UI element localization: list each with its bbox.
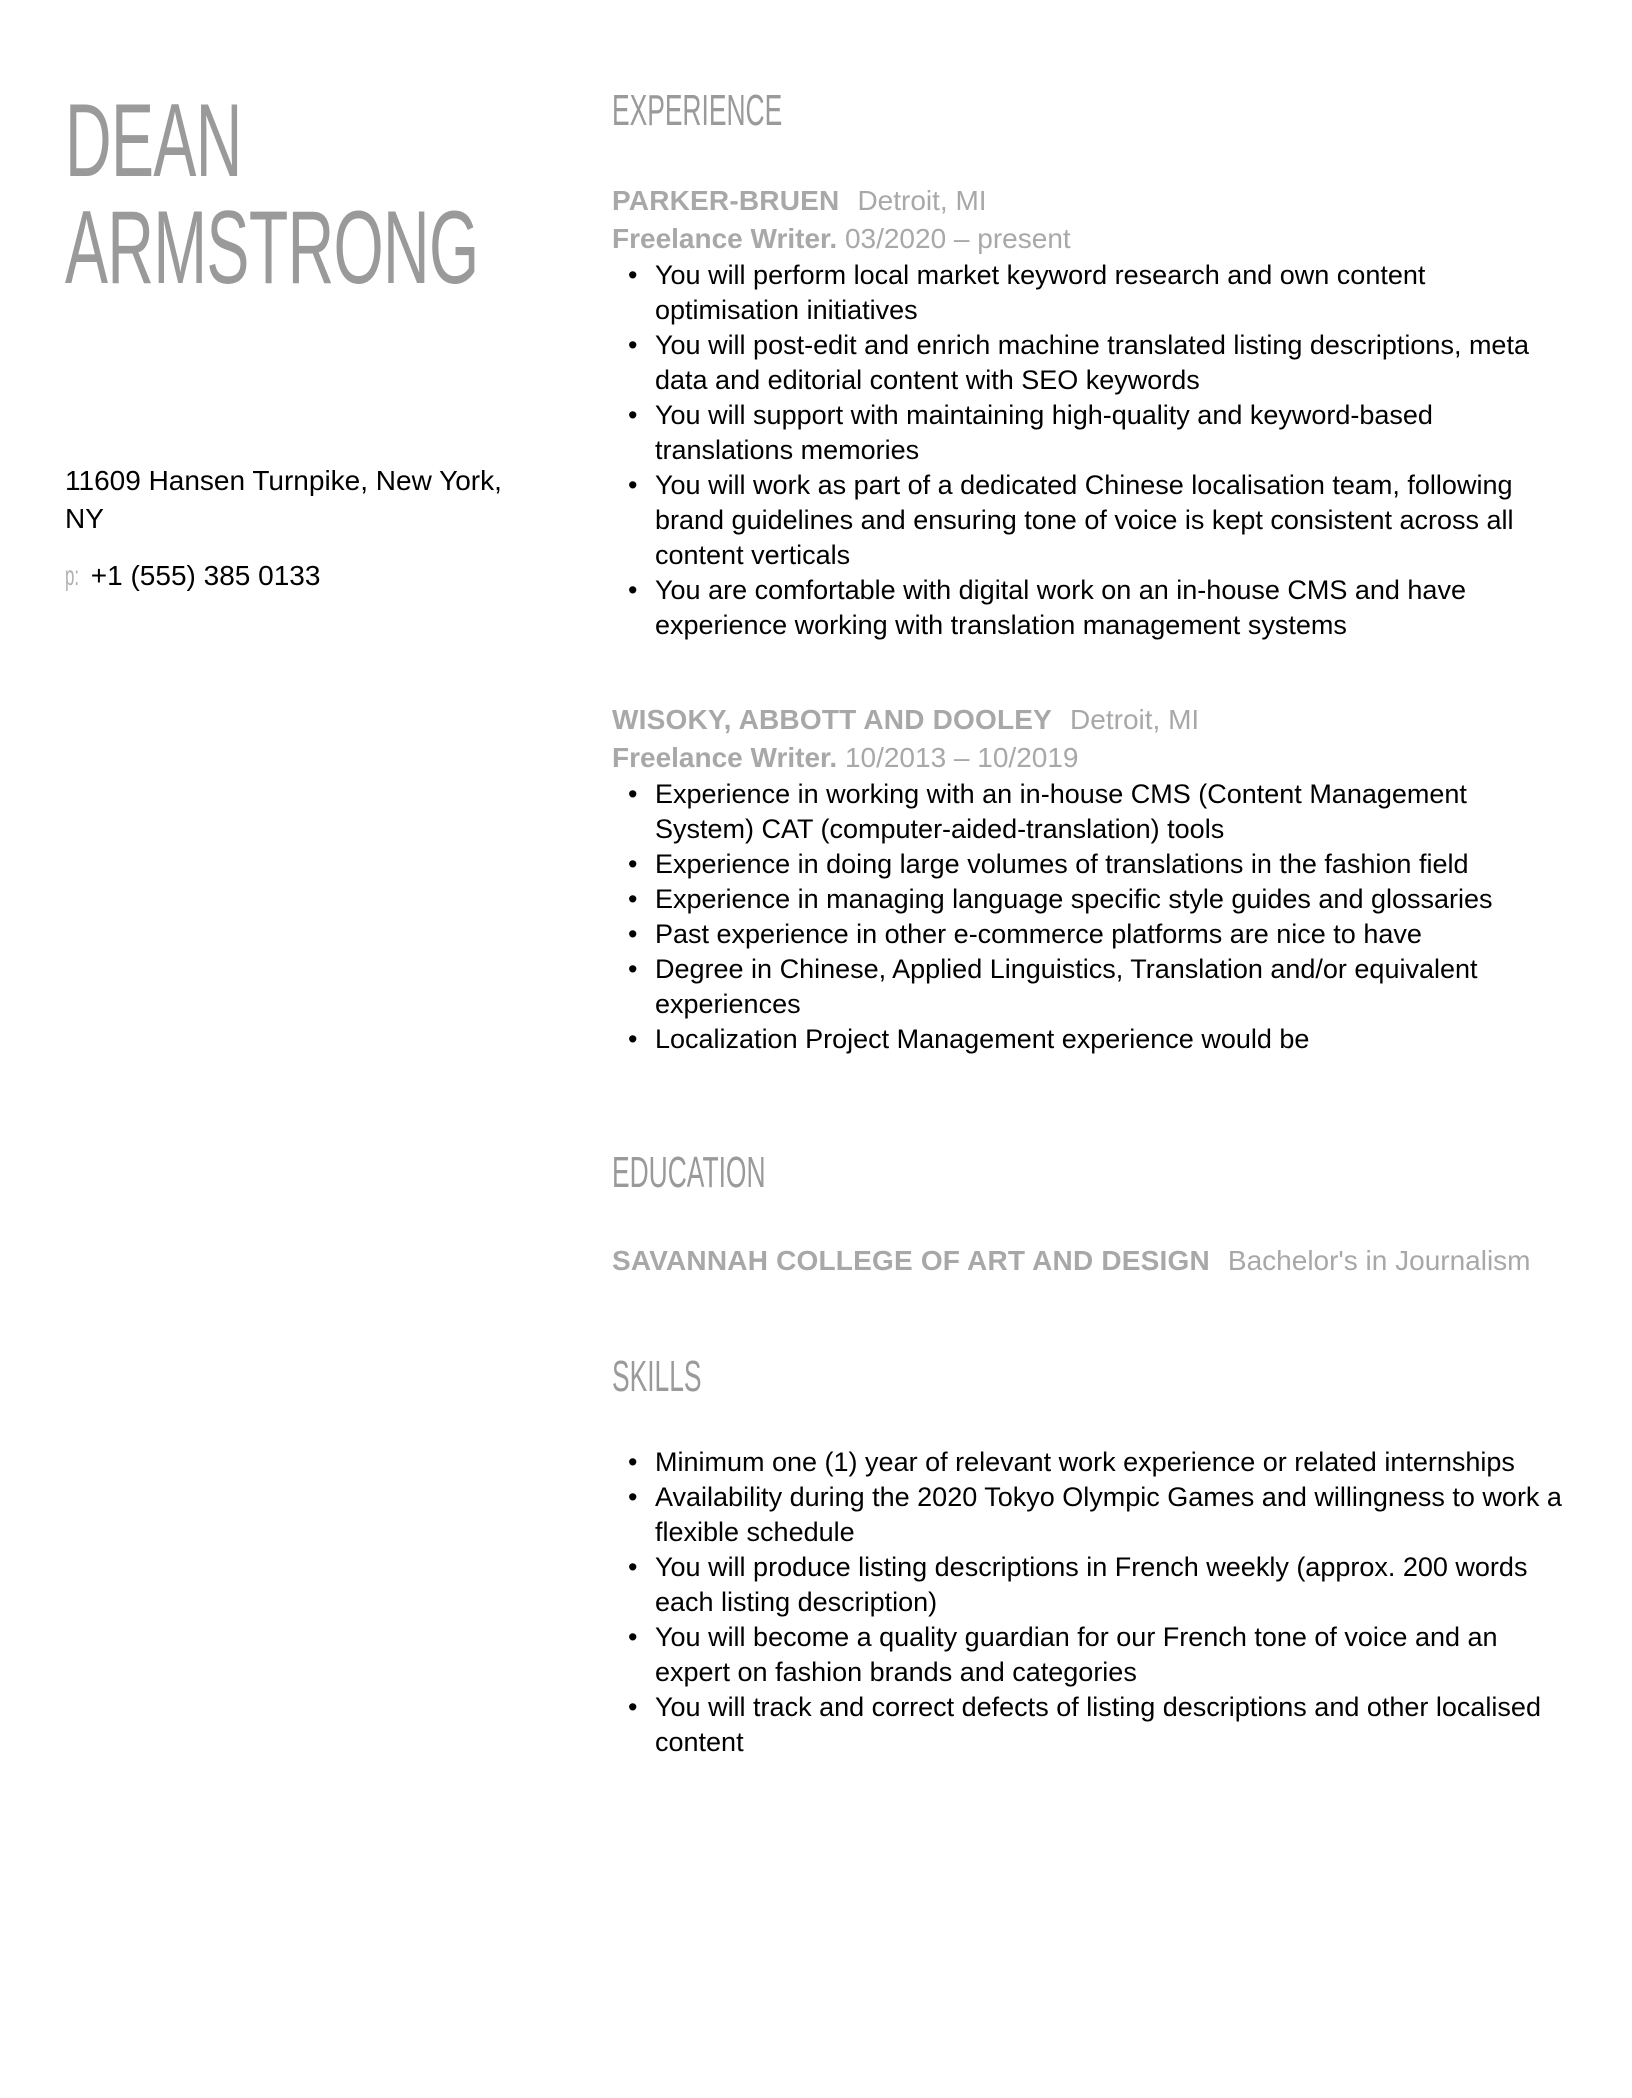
job-bullets	[612, 777, 1572, 1057]
list-item: • You will work as part of a dedicated Chinese localisation team, following brand guidelines and ensuring tone of voice is kept consistent across all content verticals	[612, 468, 1572, 573]
list-item: • Minimum one (1) year of relevant work experience or related internships	[612, 1445, 1572, 1480]
list-item: • Availability during the 2020 Tokyo Olympic Games and willingness to work a flexible schedule	[612, 1480, 1572, 1550]
list-item: • You will track and correct defects of listing descriptions and other localised content	[612, 1690, 1572, 1760]
header-name	[65, 83, 565, 306]
list-item: • Past experience in other e-commerce platforms are nice to have	[612, 917, 1572, 952]
job-entry	[612, 182, 1572, 643]
job-location: Detroit, MI	[857, 185, 987, 216]
phone-label: p:	[65, 560, 80, 591]
phone-line	[65, 557, 545, 595]
section-title-experience: EXPERIENCE	[612, 86, 783, 135]
job-heading	[612, 701, 1572, 739]
job-role-line	[612, 739, 1572, 777]
job-location: Detroit, MI	[1070, 704, 1200, 735]
job-entry	[612, 701, 1572, 1057]
list-item: • You will become a quality guardian for our French tone of voice and an expert on fashion brands and categories	[612, 1620, 1572, 1690]
skills-block	[612, 1445, 1572, 1760]
section-title-education: EDUCATION	[612, 1148, 766, 1197]
name-first: DEAN	[65, 83, 242, 199]
list-item: • Localization Project Management experience would be	[612, 1022, 1572, 1057]
list-item: • Experience in working with an in-house CMS (Content Management System) CAT (computer-aided-translation) tools	[612, 777, 1572, 847]
skills-bullets	[612, 1445, 1572, 1760]
list-item: • Experience in managing language specific style guides and glossaries	[612, 882, 1572, 917]
job-heading	[612, 182, 1572, 220]
list-item: • You will support with maintaining high-quality and keyword-based translations memories	[612, 398, 1572, 468]
job-role-line	[612, 220, 1572, 258]
company-name: WISOKY, ABBOTT AND DOOLEY	[612, 704, 1053, 735]
job-dates: 03/2020 – present	[844, 223, 1071, 254]
contact-block	[65, 462, 545, 595]
job-role: Freelance Writer.	[612, 742, 838, 773]
address: 11609 Hansen Turnpike, New York, NY	[65, 465, 502, 534]
list-item: • You are comfortable with digital work on an in-house CMS and have experience working with translation management systems	[612, 573, 1572, 643]
list-item: • Experience in doing large volumes of translations in the fashion field	[612, 847, 1572, 882]
list-item: • You will perform local market keyword research and own content optimisation initiatives	[612, 258, 1572, 328]
list-item: • You will produce listing descriptions in French weekly (approx. 200 words each listing description)	[612, 1550, 1572, 1620]
company-name: PARKER-BRUEN	[612, 185, 840, 216]
section-title-skills: SKILLS	[612, 1352, 702, 1401]
degree: Bachelor's in Journalism	[1227, 1245, 1531, 1276]
list-item: • You will post-edit and enrich machine translated listing descriptions, meta data and editorial content with SEO keywords	[612, 328, 1572, 398]
job-dates: 10/2013 – 10/2019	[844, 742, 1079, 773]
list-item: • Degree in Chinese, Applied Linguistics, Translation and/or equivalent experiences	[612, 952, 1572, 1022]
name-last: ARMSTRONG	[65, 190, 479, 306]
phone-number: +1 (555) 385 0133	[90, 560, 321, 591]
job-role: Freelance Writer.	[612, 223, 838, 254]
school-name: SAVANNAH COLLEGE OF ART AND DESIGN	[612, 1245, 1210, 1276]
education-entry	[612, 1242, 1531, 1280]
job-bullets	[612, 258, 1572, 643]
